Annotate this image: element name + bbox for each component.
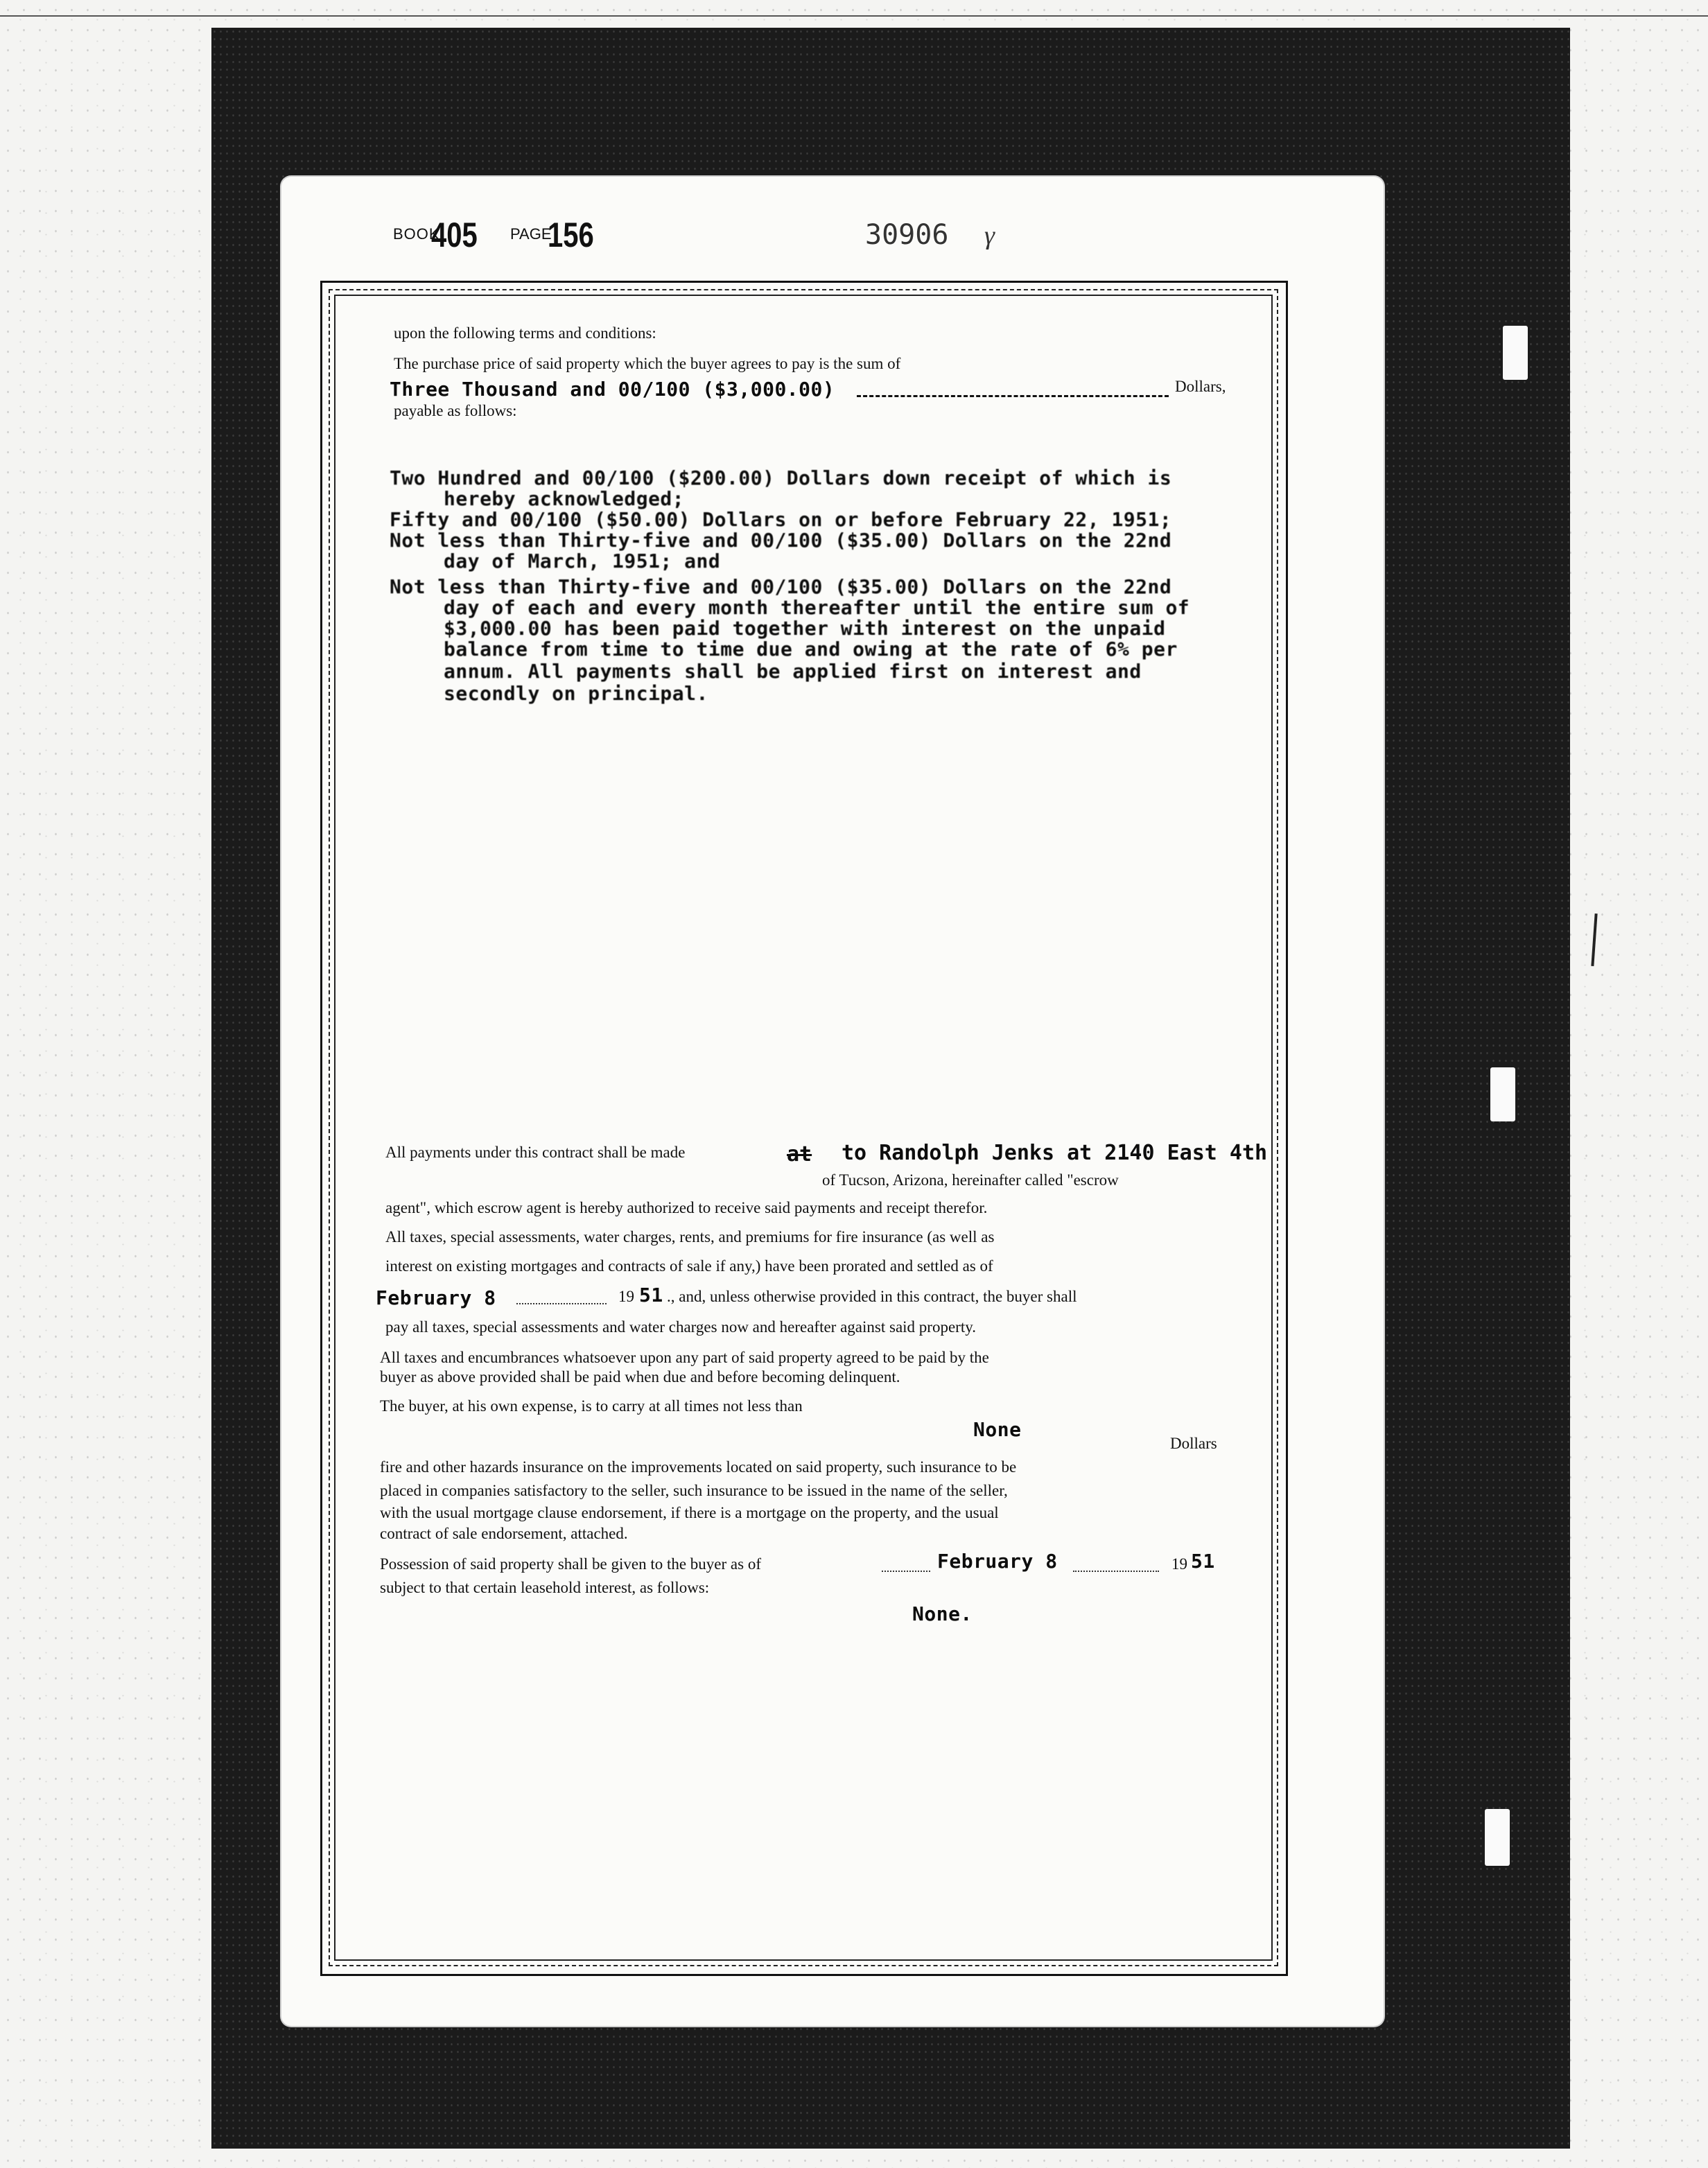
handwritten-mark: γ: [984, 221, 995, 250]
schedule-line: annum. All payments shall be applied first on interest and: [444, 660, 1142, 683]
insurance-line-2: fire and other hazards insurance on the improvements located on said property, such insurance to be: [380, 1458, 1017, 1476]
payments-line-2: of Tucson, Arizona, hereinafter called "escrow: [822, 1171, 1119, 1189]
price-sentence: The purchase price of said property which the buyer agrees to pay is the sum of: [394, 355, 901, 372]
insurance-amount: None: [973, 1418, 1022, 1441]
schedule-line: hereby acknowledged;: [444, 487, 685, 510]
proration-date-dots: [516, 1303, 607, 1304]
possession-year: 51: [1191, 1550, 1215, 1573]
payments-line-5: interest on existing mortgages and contracts of sale if any,) have been prorated and settled as of: [385, 1257, 993, 1275]
payments-line-1: All payments under this contract shall be made: [385, 1144, 686, 1161]
schedule-line: Not less than Thirty-five and 00/100 ($35.00) Dollars on the 22nd: [390, 575, 1172, 598]
price-dollars-label: Dollars,: [1175, 378, 1226, 395]
struck-word: at: [787, 1142, 812, 1166]
binder-hole: [1485, 1809, 1510, 1866]
schedule-line: Two Hundred and 00/100 ($200.00) Dollars down receipt of which is: [390, 466, 1172, 489]
schedule-line: Fifty and 00/100 ($50.00) Dollars on or before February 22, 1951;: [390, 508, 1172, 531]
schedule-line: $3,000.00 has been paid together with interest on the unpaid: [444, 617, 1166, 640]
terms-intro: upon the following terms and conditions:: [394, 324, 656, 342]
insurance-line-1: The buyer, at his own expense, is to carry at all times not less than: [380, 1397, 803, 1415]
schedule-line: balance from time to time due and owing at the rate of 6% per: [444, 638, 1178, 661]
possession-line-1: Possession of said property shall be given to the buyer as of: [380, 1555, 761, 1573]
possession-date-dots-right: [1073, 1571, 1159, 1572]
price-dash-fill: [857, 395, 1169, 397]
binder-hole: [1490, 1067, 1515, 1121]
schedule-line: Not less than Thirty-five and 00/100 ($35.00) Dollars on the 22nd: [390, 529, 1172, 552]
book-label: BOOK: [393, 225, 440, 243]
insurance-line-3: placed in companies satisfactory to the seller, such insurance to be issued in the name of the seller,: [380, 1482, 1008, 1499]
possession-line-2: subject to that certain leasehold interest, as follows:: [380, 1579, 710, 1596]
proration-date: February 8: [376, 1286, 496, 1309]
scan-top-edge-line: [0, 15, 1708, 17]
book-number: 405: [431, 216, 478, 254]
document-number: 30906: [865, 219, 949, 251]
insurance-line-5: contract of sale endorsement, attached.: [380, 1525, 628, 1542]
page-number: 156: [548, 216, 594, 254]
leasehold-value: None.: [912, 1602, 973, 1625]
insurance-line-4: with the usual mortgage clause endorsement, if there is a mortgage on the property, and the usual: [380, 1504, 999, 1521]
payments-line-4: All taxes, special assessments, water charges, rents, and premiums for fire insurance (as well as: [385, 1228, 995, 1245]
binder-hole: [1503, 326, 1528, 380]
payments-line-9: buyer as above provided shall be paid when due and before becoming delinquent.: [380, 1368, 900, 1385]
schedule-line: secondly on principal.: [444, 682, 708, 705]
proration-year: 51: [639, 1284, 663, 1306]
schedule-line: day of each and every month thereafter until the entire sum of: [444, 596, 1190, 619]
payee-typed: to Randolph Jenks at 2140 East 4th: [842, 1141, 1268, 1165]
payments-line-7: pay all taxes, special assessments and water charges now and hereafter against said property.: [385, 1318, 976, 1336]
possession-date: February 8: [937, 1550, 1058, 1573]
payments-line-6: ., and, unless otherwise provided in this contract, the buyer shall: [667, 1288, 1077, 1305]
page-label: PAGE: [510, 225, 552, 243]
schedule-line: day of March, 1951; and: [444, 550, 721, 572]
payments-line-8: All taxes and encumbrances whatsoever upon any part of said property agreed to be paid by the: [380, 1349, 989, 1366]
payments-line-3: agent", which escrow agent is hereby authorized to receive said payments and receipt therefor.: [385, 1199, 988, 1216]
possession-year-prefix: 19: [1171, 1555, 1187, 1573]
possession-date-dots: [882, 1571, 930, 1572]
proration-year-prefix: 19: [618, 1288, 634, 1305]
insurance-dollars-label: Dollars: [1170, 1435, 1217, 1452]
payable-label: payable as follows:: [394, 402, 517, 419]
price-amount: Three Thousand and 00/100 ($3,000.00): [390, 378, 835, 401]
